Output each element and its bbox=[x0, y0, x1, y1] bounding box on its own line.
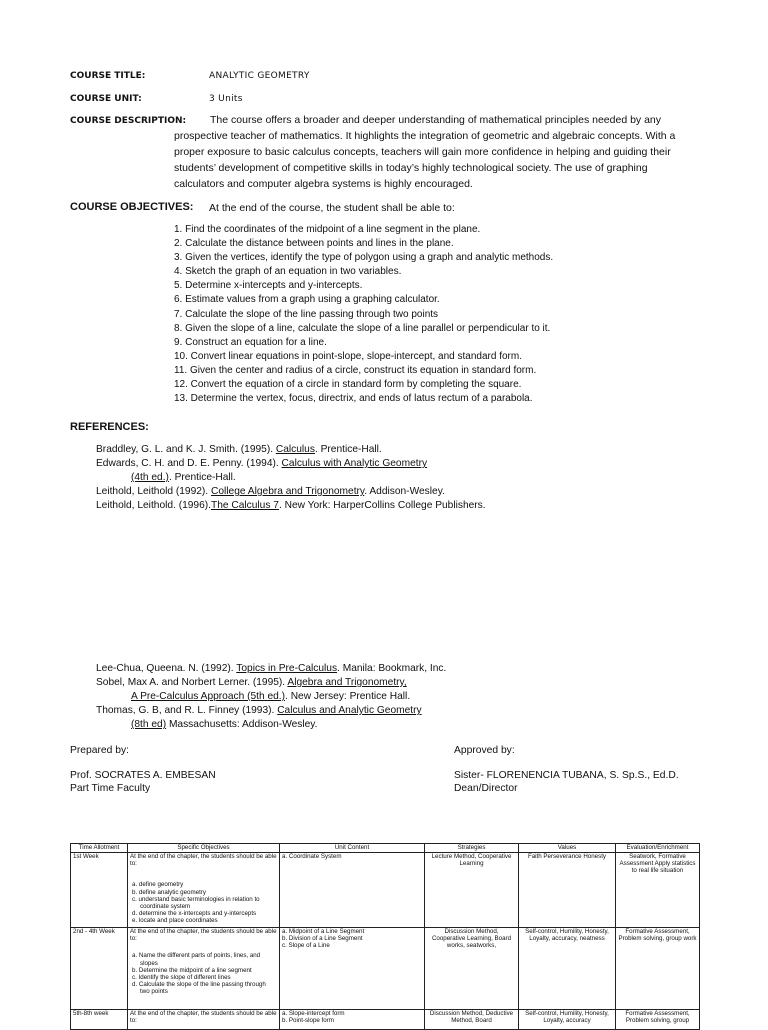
specific-objectives-cell bbox=[128, 853, 280, 928]
list-item: a. Name the different parts of points, lines, and slopes bbox=[132, 952, 261, 967]
objective-item: 9. Construct an equation for a line. bbox=[174, 336, 327, 348]
approved-by-label: Approved by: bbox=[454, 745, 515, 756]
reference-entry-continued bbox=[131, 471, 236, 485]
reference-title: Calculus with Analytic Geometry bbox=[281, 458, 428, 469]
reference-subtitle: A Pre-Calculus Approach (5th ed.) bbox=[131, 691, 286, 702]
reference-publisher: . Prentice-Hall. bbox=[168, 472, 236, 483]
objectives-intro: At the end of the course, the student shall be able to: bbox=[209, 202, 455, 214]
unit-content-cell bbox=[280, 853, 425, 928]
list-item: a. Slope-intercept form bbox=[282, 1010, 345, 1017]
list-item: b. define analytic geometry bbox=[132, 888, 206, 896]
reference-title: Calculus bbox=[275, 444, 315, 455]
objective-item: 2. Calculate the distance between points and lines in the plane. bbox=[174, 238, 454, 250]
table-row bbox=[71, 928, 700, 1010]
table-header-row bbox=[71, 844, 700, 853]
values-cell: Self-control, Humility, Honesty, Loyalty, accuracy, neatness bbox=[519, 928, 616, 1010]
strategies-cell: Lecture Method, Cooperative Learning bbox=[425, 853, 519, 928]
objective-item: 5. Determine x-intercepts and y-intercepts. bbox=[174, 280, 363, 292]
reference-entry bbox=[96, 499, 486, 513]
objective-item: 13. Determine the vertex, focus, directrix, and ends of latus rectum of a parabola. bbox=[174, 393, 533, 405]
objectives-list bbox=[174, 223, 553, 406]
reference-entry bbox=[96, 443, 382, 457]
list-item: c. understand basic terminologies in relation to coordinate system bbox=[132, 895, 260, 911]
unit-content-cell bbox=[280, 928, 425, 1010]
objective-item: 1. Find the coordinates of the midpoint of a line segment in the plane. bbox=[174, 224, 481, 235]
list-item: b. Determine the midpoint of a line segment bbox=[132, 966, 252, 974]
table-header-cell: Unit Content bbox=[280, 844, 425, 853]
description-line: students’ development of competitive skills in today’s highly technological society. The use of graphing bbox=[174, 162, 648, 174]
objectives-sublist bbox=[130, 952, 277, 995]
list-item: d. Calculate the slope of the line passing through two points bbox=[132, 981, 266, 996]
objective-item: 12. Convert the equation of a circle in standard form by completing the square. bbox=[174, 379, 522, 391]
objectives-sublist bbox=[130, 881, 277, 924]
table-header-cell: Values bbox=[519, 844, 616, 853]
table-header-cell: Strategies bbox=[425, 844, 519, 853]
reference-entry bbox=[96, 704, 422, 718]
list-item: a. Midpoint of a Line Segment bbox=[282, 928, 365, 935]
course-unit-label: COURSE UNIT: bbox=[70, 94, 142, 104]
table-header-cell: Evaluation/Enrichment bbox=[616, 844, 700, 853]
course-plan-table bbox=[70, 843, 700, 1030]
reference-publisher: . Manila: Bookmark, Inc. bbox=[337, 663, 447, 674]
course-description bbox=[174, 112, 698, 192]
objective-item: 4. Sketch the graph of an equation in two variables. bbox=[174, 266, 402, 278]
reference-publisher: . New Jersey: Prentice Hall. bbox=[285, 691, 411, 702]
course-title-value: ANALYTIC GEOMETRY bbox=[209, 71, 310, 81]
approved-by-title: Dean/Director bbox=[454, 783, 518, 794]
list-item: c. Slope of a Line bbox=[282, 942, 330, 950]
reference-title: Topics in Pre-Calculus bbox=[236, 663, 338, 674]
reference-author: Leithold, Leithold. (1996). bbox=[96, 500, 211, 511]
evaluation-cell: Formative Assessment, Problem solving, group work bbox=[616, 928, 700, 1010]
table-header-cell: Specific Objectives bbox=[128, 844, 280, 853]
course-unit-value: 3 Units bbox=[209, 94, 243, 104]
reference-publisher: . Addison-Wesley. bbox=[364, 486, 445, 497]
reference-author: Thomas, G. B, and R. L. Finney (1993). bbox=[96, 705, 278, 716]
prepared-by-title: Part Time Faculty bbox=[70, 783, 151, 794]
objective-item: 3. Given the vertices, identify the type of polygon using a graph and analytic methods. bbox=[174, 252, 554, 264]
reference-title: Algebra and Trigonometry, bbox=[287, 677, 407, 688]
list-item: b. Division of a Line Segment bbox=[282, 935, 363, 943]
values-cell: Faith Perseverance Honesty bbox=[519, 853, 616, 928]
reference-author: Lee-Chua, Queena. N. (1992). bbox=[96, 663, 237, 674]
objectives-intro-text: At the end of the chapter, the students should be able to: bbox=[130, 928, 277, 943]
description-line: prospective teacher of mathematics. It highlights the integration of geometric and algebraic concepts. With a bbox=[174, 130, 676, 142]
evaluation-cell: Seatwork, Formative Assessment Apply statistics to real life situation bbox=[616, 853, 700, 928]
reference-entry bbox=[96, 662, 446, 676]
values-cell: Self-control, Humility, Honesty, Loyalty, accuracy bbox=[519, 1010, 616, 1030]
course-objectives-label: COURSE OBJECTIVES: bbox=[70, 201, 194, 213]
approved-by-name: Sister- FLORENENCIA TUBANA, S. Sp.S., Ed.D. bbox=[454, 770, 679, 781]
reference-edition: (8th ed) bbox=[131, 719, 167, 730]
objective-item: 8. Given the slope of a line, calculate the slope of a line parallel or perpendicular to it. bbox=[174, 322, 551, 334]
objectives-intro-text: At the end of the chapter, the students should be able to: bbox=[130, 853, 277, 868]
unit-content-cell bbox=[280, 1010, 425, 1030]
reference-title: Calculus and Analytic Geometry bbox=[277, 705, 422, 716]
description-line: proper exposure to basic calculus concepts, teachers will gain more confidence in helping and guiding their bbox=[174, 146, 671, 158]
reference-entry-continued bbox=[131, 718, 317, 732]
table-row bbox=[71, 1010, 700, 1030]
reference-title: The Calculus 7 bbox=[210, 500, 279, 511]
reference-publisher: Massachusetts: Addison-Wesley. bbox=[166, 719, 318, 730]
prepared-by-name: Prof. SOCRATES A. EMBESAN bbox=[70, 770, 216, 781]
reference-entry bbox=[96, 676, 407, 690]
course-title-label: COURSE TITLE: bbox=[70, 71, 146, 81]
reference-publisher: . Prentice-Hall. bbox=[314, 444, 382, 455]
list-item: a. Coordinate System bbox=[282, 853, 342, 860]
strategies-cell: Discussion Method, Cooperative Learning, Board works, seatworks, bbox=[425, 928, 519, 1010]
evaluation-cell: Formative Assessment, Problem solving, group bbox=[616, 1010, 700, 1030]
prepared-by-label: Prepared by: bbox=[70, 745, 129, 756]
objective-item: 10. Convert linear equations in point-slope, slope-intercept, and standard form. bbox=[174, 350, 522, 362]
list-item: b. Point-slope form bbox=[282, 1017, 334, 1025]
reference-edition: (4th ed.) bbox=[131, 472, 169, 483]
reference-entry-continued bbox=[131, 690, 410, 704]
reference-title: College Algebra and Trigonometry bbox=[210, 486, 365, 497]
objective-item: 11. Given the center and radius of a circle, construct its equation in standard form. bbox=[174, 364, 537, 376]
reference-author: Leithold, Leithold (1992). bbox=[96, 486, 211, 497]
time-allotment-cell: 5th-8th week bbox=[71, 1010, 128, 1030]
description-line: The course offers a broader and deeper understanding of mathematical principles needed by any bbox=[210, 114, 662, 126]
list-item: c. Identify the slope of different lines bbox=[132, 974, 231, 982]
reference-publisher: . New York: HarperCollins College Publishers. bbox=[278, 500, 486, 511]
reference-author: Sobel, Max A. and Norbert Lerner. (1995). bbox=[96, 677, 288, 688]
course-description-label: COURSE DESCRIPTION: bbox=[70, 116, 187, 126]
strategies-cell: Discussion Method, Deductive Method, Board bbox=[425, 1010, 519, 1030]
list-item: e. locate and place coordinates bbox=[132, 917, 218, 925]
objective-item: 7. Calculate the slope of the line passing through two points bbox=[174, 308, 439, 320]
reference-entry bbox=[96, 457, 427, 471]
objective-item: 6. Estimate values from a graph using a graphing calculator. bbox=[174, 294, 440, 306]
table-header-cell: Time Allotment bbox=[71, 844, 128, 853]
time-allotment-cell: 2nd - 4th Week bbox=[71, 928, 128, 1010]
table-row bbox=[71, 853, 700, 928]
reference-author: Edwards, C. H. and D. E. Penny. (1994). bbox=[96, 458, 282, 469]
reference-entry bbox=[96, 485, 445, 499]
description-line: calculators and computer algebra systems is highly encouraged. bbox=[174, 178, 473, 190]
reference-author: Braddley, G. L. and K. J. Smith. (1995). bbox=[96, 444, 276, 455]
references-label: REFERENCES: bbox=[70, 421, 149, 433]
time-allotment-cell: 1st Week bbox=[71, 853, 128, 928]
specific-objectives-cell bbox=[128, 928, 280, 1010]
specific-objectives-cell: At the end of the chapter, the students should be able to: bbox=[128, 1010, 280, 1030]
list-item: d. determine the x-intercepts and y-intercepts bbox=[132, 910, 257, 918]
list-item: a. define geometry bbox=[132, 881, 184, 889]
